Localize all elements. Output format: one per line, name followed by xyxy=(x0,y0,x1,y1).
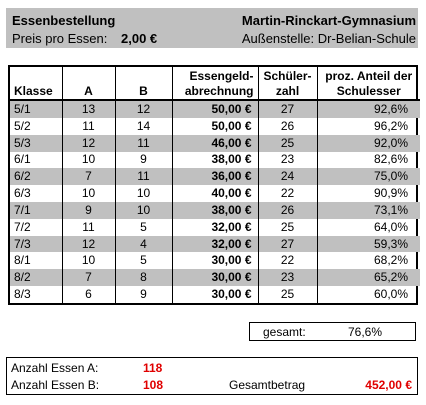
table-row xyxy=(10,269,420,286)
cell-klasse: 6/3 xyxy=(10,185,62,202)
table-row xyxy=(10,100,420,118)
cell-b: 12 xyxy=(115,100,172,118)
cell-schueler: 23 xyxy=(258,269,317,286)
table-row xyxy=(10,202,420,219)
col-header-betrag-line1: Essengeld- xyxy=(189,69,254,83)
cell-anteil: 92,6% xyxy=(317,100,420,118)
cell-betrag: 38,00 € xyxy=(172,152,258,169)
gesamt-box xyxy=(249,322,416,341)
cell-schueler: 25 xyxy=(258,286,317,303)
col-header-schueler-line2: zahl xyxy=(275,84,300,98)
cell-schueler: 27 xyxy=(258,100,317,118)
cell-klasse: 8/1 xyxy=(10,252,62,269)
cell-anteil: 64,0% xyxy=(373,219,408,234)
cell-anteil: 75,0% xyxy=(317,168,420,185)
cell-anteil: 96,2% xyxy=(373,118,408,133)
essen-a-value: 118 xyxy=(143,361,163,375)
cell-anteil: 60,0% xyxy=(373,287,408,302)
cell-schueler: 22 xyxy=(258,252,317,269)
cell-b: 10 xyxy=(115,185,172,202)
school-name: Martin-Rinckart-Gymnasium xyxy=(241,13,416,28)
gesamt-value: 76,6% xyxy=(347,325,382,339)
essen-a-label: Anzahl Essen A: xyxy=(11,361,99,375)
cell-b: 8 xyxy=(115,269,172,286)
cell-a: 11 xyxy=(62,219,115,236)
cell-betrag: 36,00 € xyxy=(172,168,258,185)
cell-a: 7 xyxy=(62,168,115,185)
col-header-anteil-line1: proz. Anteil der xyxy=(325,69,413,83)
gesamtbetrag-label: Gesamtbetrag xyxy=(229,378,306,392)
cell-a: 13 xyxy=(62,100,115,118)
cell-betrag: 50,00 € xyxy=(172,118,258,135)
table-row xyxy=(10,252,420,269)
col-header-klasse: Klasse xyxy=(10,67,62,100)
cell-betrag: 40,00 € xyxy=(172,185,258,202)
footer-box xyxy=(6,357,418,395)
cell-betrag: 30,00 € xyxy=(172,252,258,269)
cell-betrag: 46,00 € xyxy=(172,135,258,152)
table-row xyxy=(10,118,420,135)
cell-betrag: 38,00 € xyxy=(172,202,258,219)
table-row xyxy=(10,185,420,202)
table-row xyxy=(10,168,420,185)
table-row xyxy=(10,152,420,169)
gesamtbetrag-value: 452,00 € xyxy=(365,378,412,392)
gesamt-label: gesamt: xyxy=(263,325,306,339)
table-header-row xyxy=(10,67,420,100)
cell-anteil: 59,3% xyxy=(317,236,420,253)
col-header-anteil xyxy=(317,67,420,100)
cell-b: 9 xyxy=(115,286,172,303)
cell-a: 11 xyxy=(62,118,115,135)
col-header-anteil-line2: Schulesser xyxy=(336,84,401,98)
cell-schueler: 26 xyxy=(258,118,317,135)
cell-schueler: 24 xyxy=(258,168,317,185)
cell-a: 12 xyxy=(62,135,115,152)
cell-a: 10 xyxy=(62,252,115,269)
col-header-a: A xyxy=(62,67,115,100)
essen-b-label: Anzahl Essen B: xyxy=(11,378,100,392)
cell-a: 6 xyxy=(62,286,115,303)
order-table xyxy=(8,65,418,305)
col-header-betrag xyxy=(172,67,258,100)
cell-klasse: 5/1 xyxy=(10,100,62,118)
cell-klasse: 6/1 xyxy=(10,152,62,169)
cell-betrag: 32,00 € xyxy=(172,219,258,236)
cell-betrag: 30,00 € xyxy=(172,269,258,286)
col-header-schueler xyxy=(258,67,317,100)
cell-anteil: 73,1% xyxy=(317,202,420,219)
table-row xyxy=(10,219,420,236)
cell-a: 7 xyxy=(62,269,115,286)
cell-klasse: 6/2 xyxy=(10,168,62,185)
cell-schueler: 27 xyxy=(258,236,317,253)
table-row xyxy=(10,135,420,152)
cell-b: 5 xyxy=(115,219,172,236)
cell-a: 9 xyxy=(62,202,115,219)
cell-b: 10 xyxy=(115,202,172,219)
price-value: 2,00 € xyxy=(121,31,158,46)
cell-schueler: 26 xyxy=(258,202,317,219)
cell-betrag: 30,00 € xyxy=(172,286,258,303)
cell-klasse: 7/3 xyxy=(10,236,62,253)
cell-klasse: 7/1 xyxy=(10,202,62,219)
table-row xyxy=(10,236,420,253)
cell-klasse: 7/2 xyxy=(10,219,62,236)
price-label: Preis pro Essen: xyxy=(12,31,108,46)
table-row xyxy=(10,286,420,303)
cell-a: 12 xyxy=(62,236,115,253)
cell-schueler: 25 xyxy=(258,135,317,152)
branch-name: Außenstelle: Dr-Belian-Schule xyxy=(241,31,416,46)
cell-anteil: 92,0% xyxy=(317,135,420,152)
cell-schueler: 23 xyxy=(258,152,317,169)
col-header-b: B xyxy=(115,67,172,100)
cell-b: 4 xyxy=(115,236,172,253)
cell-betrag: 50,00 € xyxy=(172,100,258,118)
essen-b-value: 108 xyxy=(143,378,164,392)
cell-b: 11 xyxy=(115,168,172,185)
col-header-schueler-line1: Schüler- xyxy=(263,69,312,83)
cell-a: 10 xyxy=(62,152,115,169)
cell-b: 14 xyxy=(115,118,172,135)
cell-schueler: 25 xyxy=(258,219,317,236)
cell-b: 9 xyxy=(115,152,172,169)
col-header-betrag-line2: abrechnung xyxy=(184,84,254,98)
cell-anteil: 65,2% xyxy=(317,269,420,286)
cell-a: 10 xyxy=(62,185,115,202)
sheet-title: Essenbestellung xyxy=(12,13,116,28)
cell-klasse: 8/3 xyxy=(10,286,62,303)
cell-anteil: 90,9% xyxy=(373,186,408,201)
cell-b: 11 xyxy=(115,135,172,152)
cell-klasse: 8/2 xyxy=(10,269,62,286)
cell-b: 5 xyxy=(115,252,172,269)
cell-betrag: 32,00 € xyxy=(172,236,258,253)
cell-anteil: 82,6% xyxy=(373,152,408,167)
cell-schueler: 22 xyxy=(258,185,317,202)
cell-klasse: 5/2 xyxy=(10,118,62,135)
cell-anteil: 68,2% xyxy=(373,253,408,268)
cell-klasse: 5/3 xyxy=(10,135,62,152)
